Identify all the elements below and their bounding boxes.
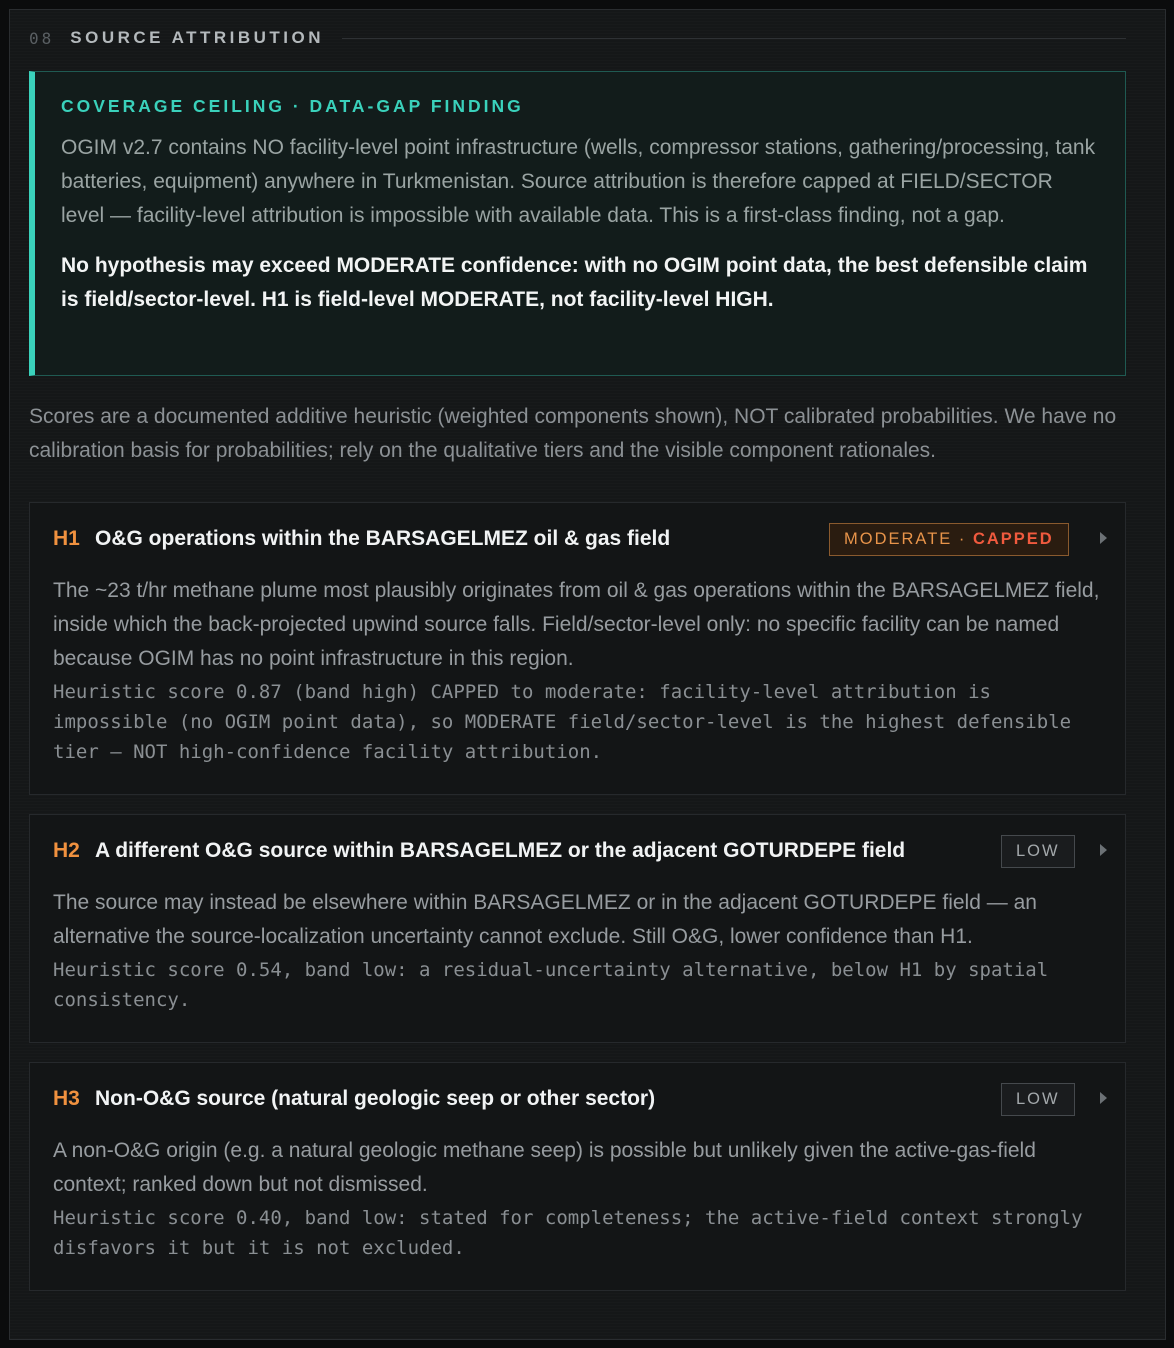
callout-emphasis: No hypothesis may exceed MODERATE confidence: with no OGIM point data, the best defensible claim is field/sector-level. H1 is field-level MODERATE, not facility-level HIGH. xyxy=(61,254,1088,311)
coverage-ceiling-callout xyxy=(29,71,1126,376)
hypothesis-id: H3 xyxy=(53,1087,80,1110)
hypothesis-rationale: Heuristic score 0.40, band low: stated for completeness; the active-field context strongly disfavors it but it is not excluded. xyxy=(53,1207,1083,1259)
hypothesis-header[interactable] xyxy=(53,1063,1102,1133)
section-header xyxy=(29,28,1126,48)
callout-body: OGIM v2.7 contains NO facility-level point infrastructure (wells, compressor stations, gathering/processing, tank batteries, equipment) anywhere in Turkmenistan. Source attribution is therefore capped at FIELD/SECTOR level — facility-level attribution is impossible with available data. This is a first-class finding, not a gap. xyxy=(61,136,1096,227)
section-divider xyxy=(342,38,1126,39)
confidence-badge: LOW xyxy=(1001,835,1075,868)
hypothesis-rationale: Heuristic score 0.54, band low: a residual-uncertainty alternative, below H1 by spatial consistency. xyxy=(53,959,1049,1011)
confidence-badge xyxy=(829,523,1069,556)
hypothesis-title: O&G operations within the BARSAGELMEZ oil & gas field xyxy=(95,527,671,550)
hypothesis-rationale: Heuristic score 0.87 (band high) CAPPED to moderate: facility-level attribution is impossible (no OGIM point data), so MODERATE field/sector-level is the highest defensible tier — NOT high-confidence facility attribution. xyxy=(53,681,1072,763)
expand-caret-icon[interactable] xyxy=(1100,532,1107,544)
expand-caret-icon[interactable] xyxy=(1100,844,1107,856)
badge-capped: CAPPED xyxy=(972,530,1054,548)
badge-level: MODERATE xyxy=(844,530,953,548)
hypothesis-card-h1 xyxy=(29,502,1126,795)
section-title: SOURCE ATTRIBUTION xyxy=(70,28,325,47)
hypothesis-description: The source may instead be elsewhere within BARSAGELMEZ or in the adjacent GOTURDEPE field — an alternative the source-localization uncertainty cannot exclude. Still O&G, lower confidence than H1. xyxy=(53,891,1037,948)
hypothesis-id: H2 xyxy=(53,839,80,862)
expand-caret-icon[interactable] xyxy=(1100,1092,1107,1104)
hypothesis-header[interactable] xyxy=(53,503,1102,573)
hypothesis-card-h3 xyxy=(29,1062,1126,1291)
section-number: 08 xyxy=(29,28,55,48)
hypothesis-description: A non-O&G origin (e.g. a natural geologic methane seep) is possible but unlikely given the active-gas-field context; ranked down but not dismissed. xyxy=(53,1139,1036,1196)
hypothesis-title: Non-O&G source (natural geologic seep or other sector) xyxy=(95,1087,656,1110)
hypothesis-description: The ~23 t/hr methane plume most plausibly originates from oil & gas operations within the BARSAGELMEZ field, inside which the back-projected upwind source falls. Field/sector-level only: no specific facility can be named because OGIM has no point infrastructure in this region. xyxy=(53,579,1100,670)
hypothesis-title: A different O&G source within BARSAGELMEZ or the adjacent GOTURDEPE field xyxy=(95,839,906,862)
hypothesis-header[interactable] xyxy=(53,815,1102,885)
heuristic-scores-note: Scores are a documented additive heuristic (weighted components shown), NOT calibrated probabilities. We have no calibration basis for probabilities; rely on the qualitative tiers and the visible component rationales. xyxy=(29,405,1117,462)
confidence-badge: LOW xyxy=(1001,1083,1075,1116)
hypothesis-card-h2 xyxy=(29,814,1126,1043)
hypothesis-id: H1 xyxy=(53,527,80,550)
callout-title: COVERAGE CEILING · DATA-GAP FINDING xyxy=(61,96,524,116)
badge-separator: · xyxy=(952,530,973,548)
